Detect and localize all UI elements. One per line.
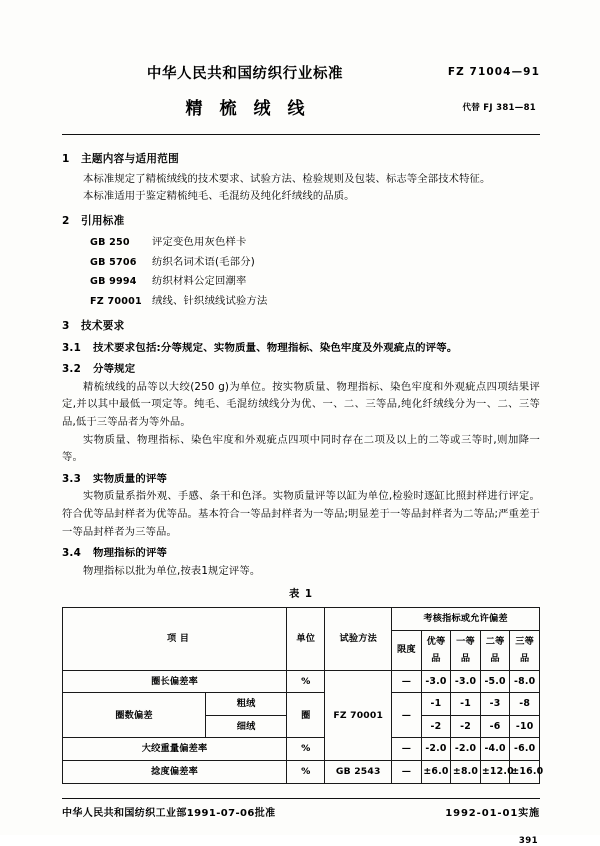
column-header-method: 试验方法 [325, 607, 392, 670]
row-value-second: -3 [480, 693, 510, 716]
row-value-first: -2 [451, 715, 481, 738]
section-3-1-number: 3.1 [62, 341, 82, 354]
row-value-second: -4.0 [480, 738, 510, 761]
row-value-excellent: -3.0 [421, 670, 451, 693]
referenced-standards-list [62, 233, 540, 311]
row-limit: — [392, 693, 422, 738]
row-item-label: 圈长偏差率 [63, 670, 287, 693]
column-header-unit: 单位 [287, 607, 325, 670]
row-value-second: -6 [480, 715, 510, 738]
standard-subject-title: 精梳绒线 [185, 99, 322, 119]
row-item-label: 捻度偏差率 [63, 761, 287, 784]
section-2-heading [62, 213, 540, 231]
row-method: FZ 70001 [325, 670, 392, 760]
section-3-4-paragraph-1: 物理指标以批为单位,按表1规定评等。 [83, 564, 261, 577]
reference-name: 纺织材料公定回潮率 [152, 275, 247, 288]
row-unit: % [287, 761, 325, 784]
effective-date: 1992-01-01实施 [445, 807, 540, 819]
table-row [63, 738, 540, 761]
section-3-2-title: 分等规定 [93, 363, 136, 376]
section-3-title: 技术要求 [81, 320, 125, 332]
section-3-2-paragraph-2: 实物质量、物理指标、染色牢度和外观疵点四项中同时存在二项及以上的二等或三等时,则加降一等。 [62, 433, 540, 464]
section-3-heading [62, 318, 540, 336]
row-value-first: ±8.0 [451, 761, 481, 784]
column-header-grade-excellent: 优等品 [421, 630, 451, 670]
column-header-group: 考核指标或允许偏差 [392, 607, 540, 630]
row-value-first: -2.0 [451, 738, 481, 761]
list-item [62, 272, 540, 291]
approval-statement: 中华人民共和国纺织工业部1991-07-06批准 [62, 807, 276, 819]
row-value-excellent: -2 [421, 715, 451, 738]
list-item [62, 253, 540, 272]
table-row [63, 693, 540, 716]
section-3-3-heading [62, 471, 540, 489]
issuing-organization-title: 中华人民共和国纺织行业标准 [146, 66, 344, 82]
row-value-third: -6.0 [510, 738, 540, 761]
table-header [63, 607, 540, 670]
row-value-third: -10 [510, 715, 540, 738]
section-1-heading [62, 151, 540, 169]
row-value-excellent: -2.0 [421, 738, 451, 761]
list-item [62, 233, 540, 252]
table-row [63, 761, 540, 784]
column-header-item: 项 目 [63, 607, 287, 670]
column-header-limit: 限度 [392, 630, 422, 670]
section-3-2-number: 3.2 [62, 363, 82, 376]
section-1-paragraph-2: 本标准适用于鉴定精梳纯毛、毛混纺及纯化纤绒线的品质。 [83, 190, 355, 203]
row-method: GB 2543 [325, 761, 392, 784]
column-header-grade-third: 三等品 [510, 630, 540, 670]
document-header [62, 40, 540, 128]
section-3-1-heading [62, 340, 540, 358]
section-3-4-number: 3.4 [62, 547, 82, 560]
document-footer [62, 804, 540, 846]
row-unit: % [287, 738, 325, 761]
section-3-3-title: 实物质量的评等 [93, 472, 168, 485]
section-2-title: 引用标准 [81, 214, 125, 227]
section-3-2-paragraph-1: 精梳绒线的品等以大绞(250 g)为单位。按实物质量、物理指标、染色牢度和外观疵点四项结果评定,并以其中最低一项定等。纯毛、毛混纺绒线分为优、一、二、三等品,纯化纤绒线分为一、二、三等品,低于三等品者为等外品。 [62, 380, 540, 428]
row-value-first: -1 [451, 693, 481, 716]
footer-divider [62, 798, 540, 799]
section-3-2-heading [62, 361, 540, 379]
table-row [63, 670, 540, 693]
section-3-3-number: 3.3 [62, 472, 82, 485]
replaces-standard-note: 代替 FJ 381—81 [462, 103, 536, 113]
section-1-number: 1 [62, 153, 70, 165]
row-limit: — [392, 738, 422, 761]
reference-name: 绒线、针织绒线试验方法 [152, 294, 268, 307]
row-value-excellent: -1 [421, 693, 451, 716]
row-item-label: 圈数偏差 [63, 693, 206, 738]
section-1-title: 主题内容与适用范围 [81, 153, 180, 165]
table-caption: 表 1 [288, 588, 314, 601]
row-subitem-label: 细绒 [206, 715, 287, 738]
section-3-number: 3 [62, 320, 70, 332]
page-number: 391 [518, 835, 538, 846]
document-body [62, 135, 544, 784]
column-header-grade-second: 二等品 [480, 630, 510, 670]
row-limit: — [392, 761, 422, 784]
row-value-third: -8 [510, 693, 540, 716]
table-body [63, 670, 544, 783]
physical-index-table [62, 607, 544, 784]
column-header-grade-first: 一等品 [451, 630, 481, 670]
section-1-paragraph-1: 本标准规定了精梳绒线的技术要求、试验方法、检验规则及包装、标志等全部技术特征。 [83, 172, 491, 185]
row-value-excellent: ±6.0 [421, 761, 451, 784]
section-3-4-heading [62, 545, 540, 563]
section-2-number: 2 [62, 214, 70, 227]
row-item-label: 大绞重量偏差率 [63, 738, 287, 761]
section-3-4-title: 物理指标的评等 [93, 547, 168, 560]
reference-id: GB 5706 [90, 256, 137, 268]
reference-name: 评定变色用灰色样卡 [152, 236, 247, 249]
row-subitem-label: 粗绒 [206, 693, 287, 716]
table-header-row-1 [63, 607, 540, 630]
reference-id: GB 9994 [90, 276, 137, 288]
section-3-1-text: 技术要求包括:分等规定、实物质量、物理指标、染色牢度及外观疵点的评等。 [93, 341, 458, 354]
reference-name: 纺织名词术语(毛部分) [152, 255, 255, 268]
row-unit: 圈 [287, 693, 325, 738]
list-item [62, 292, 540, 311]
page-sheet [62, 40, 544, 846]
reference-id: FZ 70001 [90, 295, 142, 307]
standard-number: FZ 71004—91 [447, 66, 540, 78]
section-3-3-paragraph-1: 实物质量系指外观、手感、条干和色泽。实物质量评等以缸为单位,检验时逐缸比照封样进行评定。符合优等品封样者为优等品。基本符合一等品封样者为一等品;明显差于一等品封样者为二等品;严重差于一等品封样者为三等品。 [62, 490, 540, 538]
row-value-second: ±12.0 [480, 761, 510, 784]
row-unit: % [287, 670, 325, 693]
row-limit: — [392, 670, 422, 693]
row-value-second: -5.0 [480, 670, 510, 693]
row-value-first: -3.0 [451, 670, 481, 693]
row-value-third: -8.0 [510, 670, 540, 693]
row-value-third: ±16.0 [510, 761, 540, 784]
reference-id: GB 250 [90, 237, 130, 249]
